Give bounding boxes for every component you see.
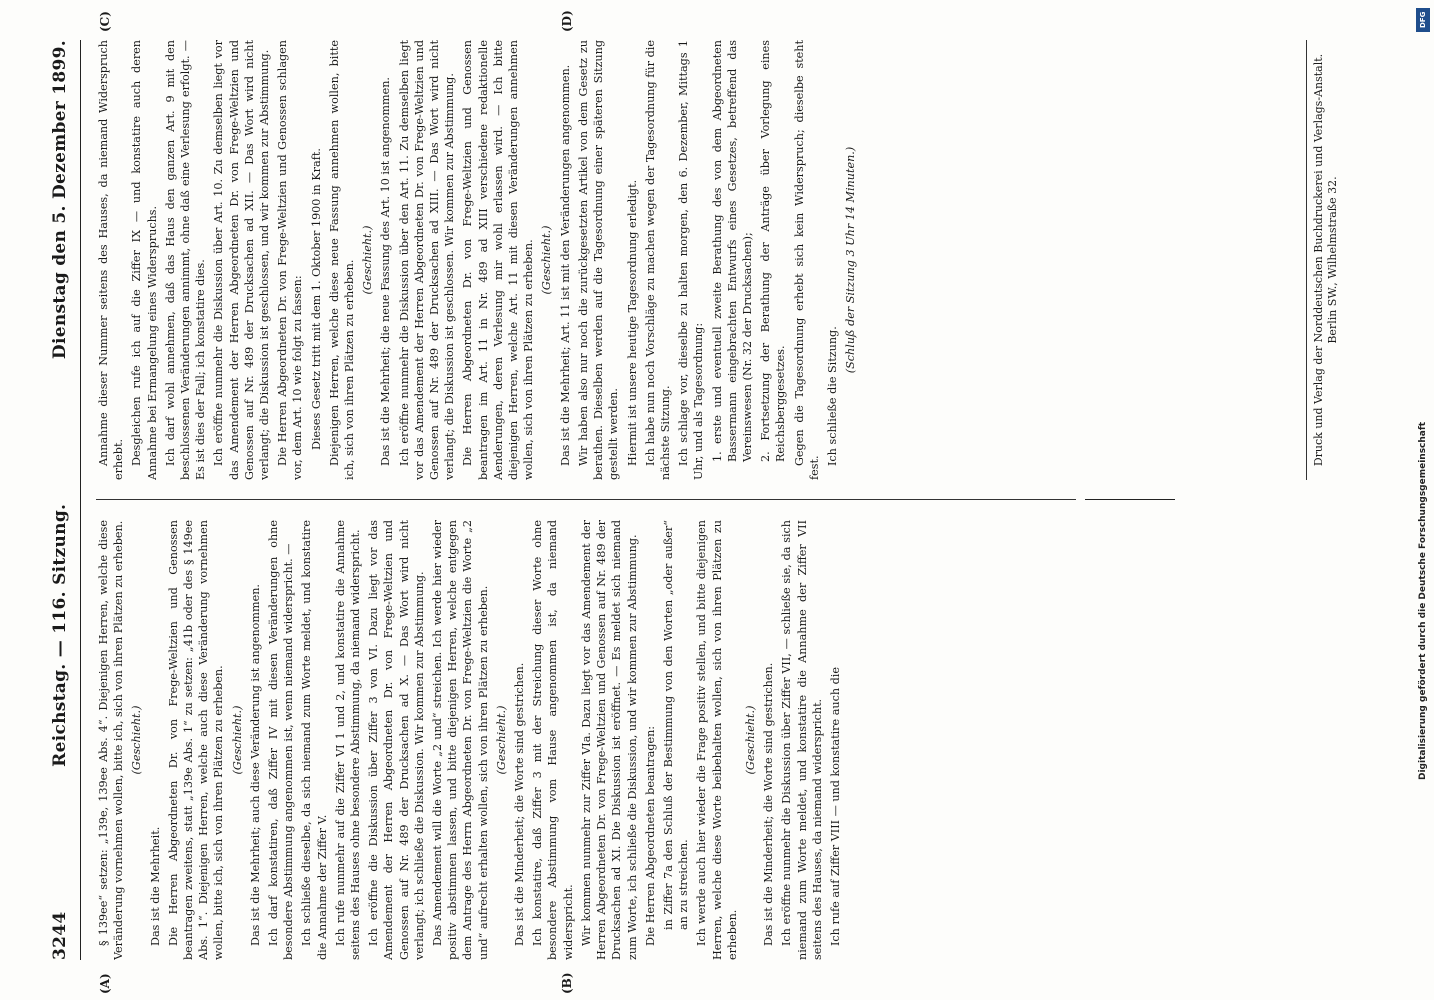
stage-direction: (Geschieht.)	[494, 705, 508, 775]
paragraph: Das ist die Mehrheit; auch diese Veränderung ist angenommen.	[248, 584, 262, 946]
paragraph: Ich darf wohl annehmen, daß das Haus den ganzen Art. 9 mit den beschlossenen Veränderungen annimmt, ohne daß eine Verlesung erfolgt. — Es ist dies der Fall; ich konstatire dies.	[163, 40, 208, 480]
page-number: 3244	[50, 911, 70, 960]
paragraph: Ich darf konstatiren, daß Ziffer IV mit diesen Veränderungen ohne besondere Abstimmung angenommen ist, wenn niemand widerspricht. —	[267, 520, 296, 960]
paragraph: Ich rufe auf Ziffer VIII — und konstatire auch die	[828, 667, 842, 946]
agenda-item: 1. erste und eventuell zweite Berathung des von dem Abgeordneten Bassermann eingebrachten Entwurfs eines Gesetzes, betreffend das Vereinswesen (Nr. 32 der Drucksachen);	[710, 40, 754, 462]
paragraph: Das ist die Mehrheit.	[148, 826, 162, 946]
margin-marker-a: (A)	[98, 973, 112, 994]
paragraph: Die Herren Abgeordneten Dr. von Frege-Weltzien und Genossen beantragen zweitens, statt „139e Abs. 1“ zu setzen: „41b oder des § 149ee Abs. 1“. Diejenigen Herren, welche auch diese Veränderung vornehmen wollen, bitte ich, sich von ihren Plätzen zu erheben.	[166, 520, 226, 960]
paragraph: Ich rufe nunmehr auf die Ziffer VI 1 und 2, und konstatire die Annahme seitens des Hauses ohne besondere Abstimmung, da niemand widerspricht.	[333, 520, 363, 960]
paragraph: Ich eröffne nunmehr die Diskussion über Art. 10. Zu demselben liegt vor das Amendement der Herren Abgeordneten Dr. von Frege-Weltzien und Genossen auf Nr. 489 der Drucksachen ad XII. — Das Wort wird nicht verlangt; die Diskussion ist geschlossen, und wir kommen zur Abstimmung.	[212, 40, 272, 480]
page-date: Dienstag den 5. Dezember 1899.	[50, 40, 70, 360]
page-title: Reichstag. — 116. Sitzung.	[50, 503, 70, 767]
paragraph: Ich eröffne nunmehr die Diskussion über Ziffer VII, — schließe sie, da sich niemand zum Worte meldet, und konstatire die Annahme der Ziffer VII seitens des Hauses, da niemand widerspricht.	[780, 520, 824, 960]
paragraph: Das ist die Minderheit; die Worte sind gestrichen.	[762, 662, 776, 946]
right-column	[96, 40, 1096, 480]
footer-rule	[1306, 40, 1307, 480]
quoted-motion: Dieses Gesetz tritt mit dem 1. Oktober 1900 in Kraft.	[309, 148, 323, 450]
imprint-line-2: Berlin SW., Wilhelmstraße 32.	[1326, 176, 1339, 344]
paragraph: Ich schließe die Sitzung.	[825, 326, 839, 466]
paragraph: Ich habe nun noch Vorschläge zu machen wegen der Tagesordnung für die nächste Sitzung.	[643, 40, 672, 480]
paragraph: Diejenigen Herren, welche diese neue Fassung annehmen wollen, bitte ich, sich von ihren Plätzen zu erheben.	[327, 40, 357, 480]
paragraph: Ich eröffne die Diskussion über Ziffer 3 von VI. Dazu liegt vor das Amendement der Herren Abgeordneten Dr. von Frege-Weltzien und Genossen auf Nr. 489 der Drucksachen ad X. — Das Wort wird nicht verlangt; ich schließe die Diskussion. Wir kommen zur Abstimmung.	[367, 520, 426, 960]
margin-marker-c: (C)	[98, 11, 112, 32]
paragraph: Die Herren Abgeordneten Dr. von Frege-Weltzien und Genossen schlagen vor, dem Art. 10 wie folgt zu fassen:	[276, 40, 305, 480]
paragraph: Das Amendement will die Worte „2 und“ streichen. Ich werde hier wieder positiv abstimmen lassen, und bitte diejenigen Herren, welche entgegen dem Antrage des Herrn Abgeordneten Dr. von Frege-Weltzien die Worte „2 und“ aufrecht erhalten wollen, sich von ihren Plätzen zu erheben.	[431, 520, 490, 960]
paragraph: § 139ee“ setzen: „139e, 139ee Abs. 4“. Diejenigen Herren, welche diese Veränderung vornehmen wollen, bitte ich, sich von ihren Plätzen zu erheben.	[97, 520, 126, 960]
stage-direction: (Geschieht.)	[743, 705, 757, 775]
paragraph: Gegen die Tagesordnung erhebt sich kein Widerspruch; dieselbe steht fest.	[792, 40, 821, 480]
paragraph: Ich konstatire, daß Ziffer 3 mit der Streichung dieser Worte ohne besondere Abstimmung vom Hause angenommen ist, da niemand widerspricht.	[531, 520, 575, 960]
margin-marker-b: (B)	[560, 972, 574, 994]
paragraph: Wir haben also nur noch die zurückgesetzten Artikel von dem Gesetz zu berathen. Dieselben werden auf die Tagesordnung einer späteren Sitzung gestellt werden.	[576, 40, 621, 480]
printer-imprint	[1312, 40, 1340, 480]
paragraph: Das ist die Minderheit; die Worte sind gestrichen.	[513, 662, 527, 946]
paragraph: Desgleichen rufe ich auf die Ziffer IX — und konstatire auch deren Annahme bei Ermangelung eines Widerspruchs.	[130, 40, 159, 480]
paragraph: Annahme dieser Nummer seitens des Hauses, da niemand Widerspruch erhebt.	[97, 40, 126, 480]
paragraph: Das ist die Mehrheit; Art. 11 ist mit den Veränderungen angenommen.	[558, 64, 572, 466]
rotated-page-content	[40, 10, 1420, 994]
paragraph: Das ist die Mehrheit; die neue Fassung des Art. 10 ist angenommen.	[379, 77, 393, 466]
stage-direction: (Geschieht.)	[230, 705, 244, 775]
dfg-logo: DFG	[1416, 8, 1430, 32]
stage-direction: (Geschieht.)	[361, 225, 375, 295]
paragraph: Ich werde auch hier wieder die Frage positiv stellen, und bitte diejenigen Herren, welche diese Worte beibehalten wollen, sich von ihren Plätzen zu erheben.	[695, 520, 739, 960]
paragraph: Ich schließe dieselbe, da sich niemand zum Worte meldet, und konstatire die Annahme der Ziffer V.	[300, 520, 329, 960]
short-rule	[1085, 499, 1175, 500]
page-header	[40, 40, 81, 960]
paragraph: Die Herren Abgeordneten beantragen:	[643, 725, 657, 946]
quoted-motion: in Ziffer 7a den Schluß der Bestimmung von den Worten „oder außer“ an zu streichen.	[661, 520, 691, 930]
stage-direction: (Geschieht.)	[540, 225, 554, 295]
stage-direction: (Geschieht.)	[130, 705, 144, 775]
paragraph: Die Herren Abgeordneten Dr. von Frege-Weltzien und Genossen beantragen im Art. 11 in Nr. 489 ad XIII verschiedene redaktionelle Aenderungen, deren Verlesung mir wohl erlassen wird. — Ich bitte diejenigen Herren, welche Art. 11 mit diesen Veränderungen annehmen wollen, sich von ihren Plätzen zu erheben.	[461, 40, 536, 480]
paragraph: Ich schlage vor, dieselbe zu halten morgen, den 6. Dezember, Mittags 1 Uhr, und als Tagesordnung:	[677, 40, 706, 480]
imprint-line-1: Druck und Verlag der Norddeutschen Buchdruckerei und Verlags-Anstalt.	[1312, 53, 1325, 467]
left-column	[96, 520, 1096, 960]
margin-marker-d: (D)	[560, 10, 574, 32]
paragraph: Wir kommen nunmehr zur Ziffer VIa. Dazu liegt vor das Amendement der Herren Abgeordneten Dr. von Frege-Weltzien und Genossen auf Nr. 489 der Drucksachen ad XI. Die Diskussion ist eröffnet. — Es meldet sich niemand zum Worte, ich schließe die Diskussion, und wir kommen zur Abstimmung.	[579, 520, 639, 960]
column-divider	[96, 499, 1076, 500]
funding-credit-strip	[1412, 0, 1432, 1000]
paragraph: Ich eröffne nunmehr die Diskussion über den Art. 11. Zu demselben liegt vor das Amendement der Herren Abgeordneten Dr. von Frege-Weltzien und Genossen auf Nr. 489 der Drucksachen ad XIII. — Das Wort wird nicht verlangt; die Diskussion ist geschlossen. Wir kommen zur Abstimmung.	[397, 40, 457, 480]
agenda-item: 2. Fortsetzung der Berathung der Anträge über Vorlegung eines Reichsberggesetzes.	[759, 40, 788, 462]
session-close-note: (Schluß der Sitzung 3 Uhr 14 Minuten.)	[844, 146, 858, 374]
paragraph: Hiermit ist unsere heutige Tagesordnung erledigt.	[625, 179, 639, 466]
funding-credit-text: Digitalisierung gefördert durch die Deutsche Forschungsgemeinschaft	[1418, 421, 1428, 780]
